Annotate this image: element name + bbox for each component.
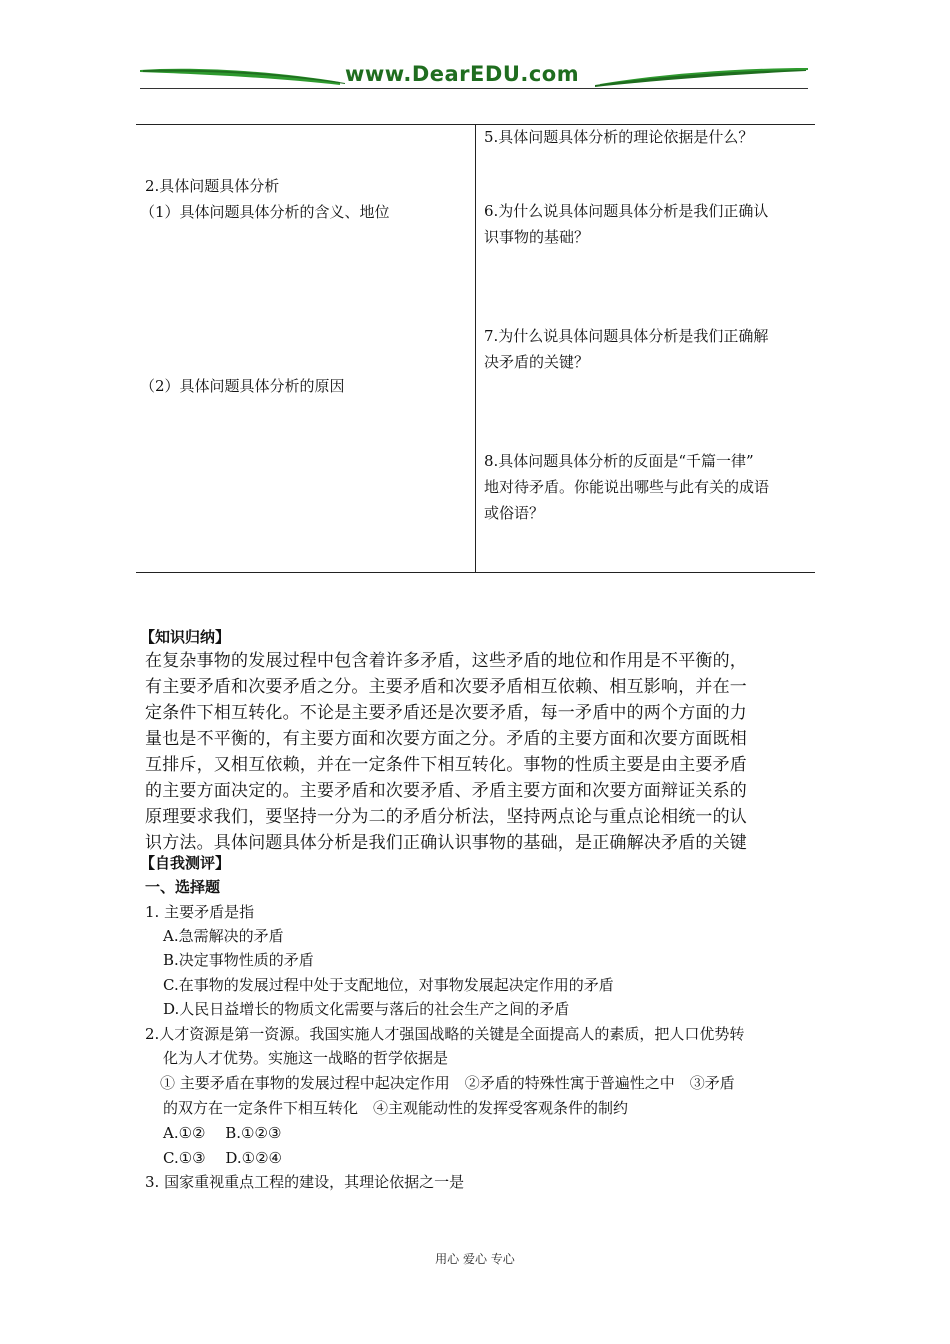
- knowledge-line: 原理要求我们，要坚持一分为二的矛盾分析法，坚持两点论与重点论相统一的认: [145, 807, 747, 827]
- section-title: 2.具体问题具体分析: [145, 177, 280, 195]
- left-item-2: （2）具体问题具体分析的原因: [140, 377, 345, 395]
- question-8-line2: 地对待矛盾。你能说出哪些与此有关的成语: [484, 478, 770, 496]
- question-8-line1: 8.具体问题具体分析的反面是“千篇一律”: [484, 452, 754, 470]
- question-5: 5.具体问题具体分析的理论依据是什么？: [484, 128, 754, 146]
- left-item-1: （1）具体问题具体分析的含义、地位: [140, 203, 390, 221]
- knowledge-line: 定条件下相互转化。不论是主要矛盾还是次要矛盾，每一矛盾中的两个方面的力: [145, 703, 747, 723]
- knowledge-line: 的主要方面决定的。主要矛盾和次要矛盾、矛盾主要方面和次要方面辩证关系的: [145, 781, 747, 801]
- self-test-heading: 【自我测评】: [140, 854, 231, 872]
- question-2-options-line1: A.①② B.①②③: [163, 1124, 282, 1142]
- table-column-divider: [475, 124, 476, 573]
- page-footer: 用心 爱心 专心: [435, 1252, 515, 1266]
- knowledge-line: 在复杂事物的发展过程中包含着许多矛盾，这些矛盾的地位和作用是不平衡的，: [145, 651, 747, 671]
- knowledge-line: 互排斥，又相互依赖，并在一定条件下相互转化。事物的性质主要是由主要矛盾: [145, 755, 747, 775]
- question-7-line1: 7.为什么说具体问题具体分析是我们正确解: [484, 327, 769, 345]
- question-2-items-line2: 的双方在一定条件下相互转化 ④主观能动性的发挥受客观条件的制约: [163, 1099, 629, 1117]
- question-1-stem: 1. 主要矛盾是指: [145, 903, 255, 921]
- knowledge-heading: 【知识归纳】: [140, 628, 231, 646]
- question-2-items-line1: ① 主要矛盾在事物的发展过程中起决定作用 ②矛盾的特殊性寓于普遍性之中 ③矛盾: [160, 1074, 735, 1092]
- question-3-stem: 3. 国家重视重点工程的建设，其理论依据之一是: [145, 1173, 465, 1191]
- question-6-line1: 6.为什么说具体问题具体分析是我们正确认: [484, 202, 769, 220]
- knowledge-paragraph: [145, 648, 810, 856]
- knowledge-line: 识方法。具体问题具体分析是我们正确认识事物的基础，是正确解决矛盾的关键: [145, 833, 747, 853]
- question-2-stem-line2: 化为人才优势。实施这一战略的哲学依据是: [163, 1049, 449, 1067]
- knowledge-line: 量也是不平衡的，有主要方面和次要方面之分。矛盾的主要方面和次要方面既相: [145, 729, 747, 749]
- site-logo-text: www.DearEDU.com: [345, 62, 580, 86]
- table-bottom-border: [136, 572, 815, 573]
- question-1-option-b: B.决定事物性质的矛盾: [163, 951, 314, 969]
- header-rule: [140, 88, 808, 89]
- question-2-options-line2: C.①③ D.①②④: [163, 1149, 282, 1167]
- question-1-option-d: D.人民日益增长的物质文化需要与落后的社会生产之间的矛盾: [163, 1000, 570, 1018]
- question-6-line2: 识事物的基础？: [484, 228, 590, 246]
- multiple-choice-section: 一、选择题: [145, 878, 221, 896]
- question-2-stem-line1: 2.人才资源是第一资源。我国实施人才强国战略的关键是全面提高人的素质，把人口优势转: [145, 1025, 745, 1043]
- knowledge-line: 有主要矛盾和次要矛盾之分。主要矛盾和次要矛盾相互依赖、相互影响，并在一: [145, 677, 747, 697]
- question-1-option-c: C.在事物的发展过程中处于支配地位，对事物发展起决定作用的矛盾: [163, 976, 614, 994]
- question-8-line3: 或俗语？: [484, 504, 545, 522]
- question-7-line2: 决矛盾的关键？: [484, 353, 590, 371]
- question-1-option-a: A.急需解决的矛盾: [163, 927, 284, 945]
